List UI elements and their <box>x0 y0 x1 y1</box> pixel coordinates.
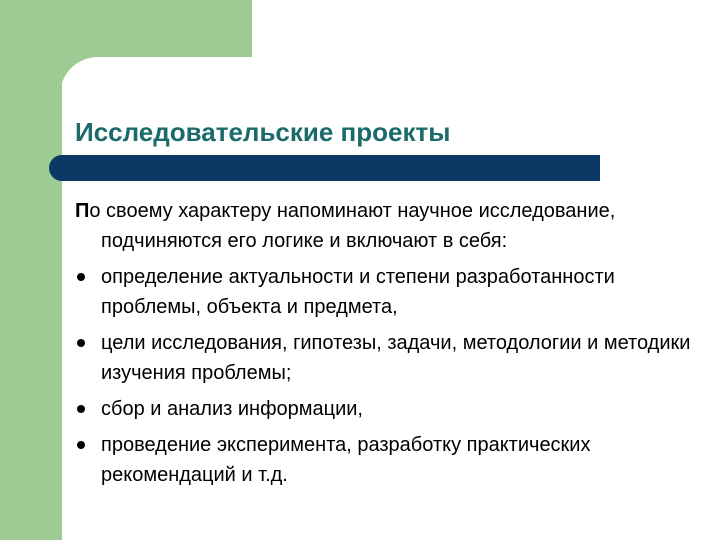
intro-lead-letter: П <box>75 200 90 222</box>
bullet-dot-icon <box>77 441 85 449</box>
intro-paragraph <box>75 196 705 256</box>
list-item-text: определение актуальности и степени разработанности проблемы, объекта и предмета, <box>101 266 615 318</box>
slide-title: Исследовательские проекты <box>75 117 451 147</box>
bullet-dot-icon <box>77 405 85 413</box>
list-item-text: сбор и анализ информации, <box>101 398 363 420</box>
list-item-text: проведение эксперимента, разработку практических рекомендаций и т.д. <box>101 434 591 486</box>
list-item <box>75 430 705 490</box>
list-item <box>75 394 705 424</box>
title-underline-bar <box>49 155 600 181</box>
slide-body <box>75 196 705 490</box>
bullet-dot-icon <box>77 339 85 347</box>
list-item <box>75 328 705 388</box>
list-item-text: цели исследования, гипотезы, задачи, методологии и методики изучения проблемы; <box>101 332 691 384</box>
intro-text: о своему характеру напоминают научное исследование, подчиняются его логике и включают в себя: <box>89 200 616 252</box>
list-item <box>75 262 705 322</box>
bullet-dot-icon <box>77 273 85 281</box>
